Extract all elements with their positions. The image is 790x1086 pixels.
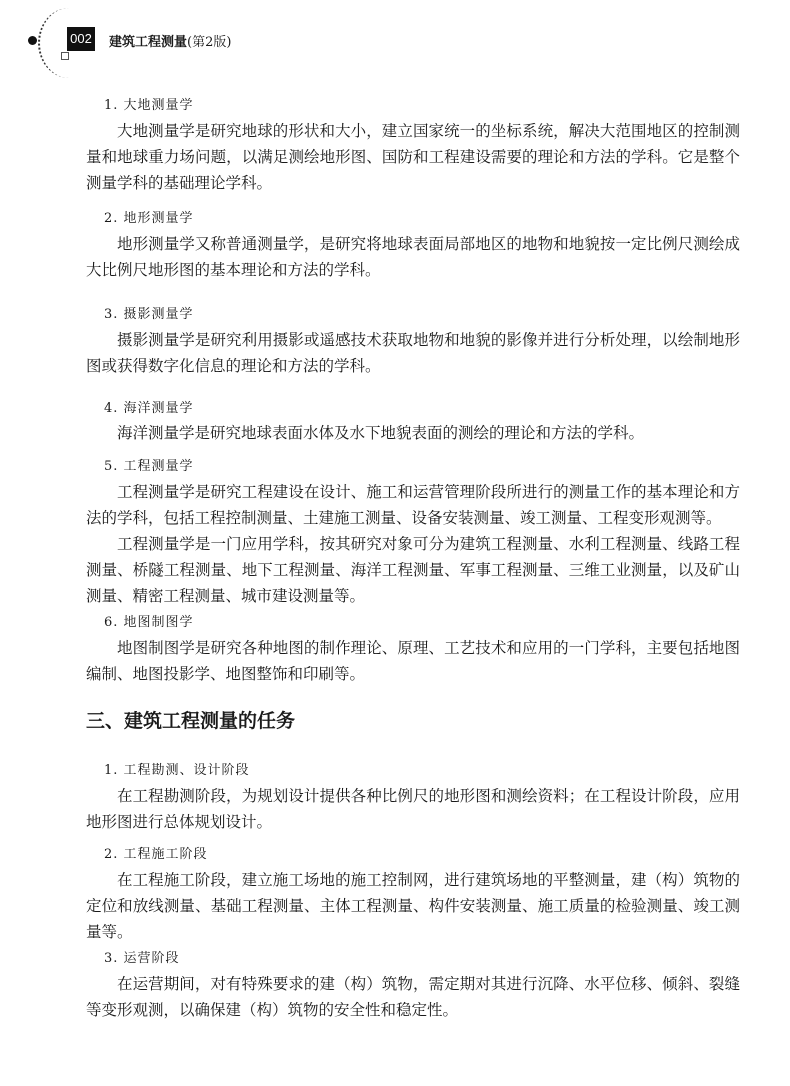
paragraph: 摄影测量学是研究利用摄影或遥感技术获取地物和地貌的影像并进行分析处理，以绘制地形图或获得数字化信息的理论和方法的学科。 <box>86 331 740 375</box>
subheading: 2. 地形测量学 <box>104 211 194 226</box>
subheading: 3. 摄影测量学 <box>104 307 194 322</box>
paragraph: 工程测量学是研究工程建设在设计、施工和运营管理阶段所进行的测量工作的基本理论和方法的学科，包括工程控制测量、土建施工测量、设备安装测量、竣工测量、工程变形观测等。 <box>86 483 740 527</box>
decorative-dot <box>28 36 37 45</box>
subheading: 1. 大地测量学 <box>104 98 194 113</box>
subheading: 1. 工程勘测、设计阶段 <box>104 763 250 778</box>
book-title: 建筑工程测量 <box>109 35 188 50</box>
paragraph: 地形测量学又称普通测量学，是研究将地球表面局部地区的地物和地貌按一定比例尺测绘成大比例尺地形图的基本理论和方法的学科。 <box>86 235 740 279</box>
paragraph: 海洋测量学是研究地球表面水体及水下地貌表面的测绘的理论和方法的学科。 <box>117 424 645 442</box>
edition: (第2版) <box>187 35 232 50</box>
paragraph: 在运营期间，对有特殊要求的建（构）筑物，需定期对其进行沉降、水平位移、倾斜、裂缝等变形观测，以确保建（构）筑物的安全性和稳定性。 <box>86 975 740 1019</box>
paragraph: 大地测量学是研究地球的形状和大小，建立国家统一的坐标系统，解决大范围地区的控制测量和地球重力场问题，以满足测绘地形图、国防和工程建设需要的理论和方法的学科。它是整个测量学科的基础理论学科。 <box>86 122 740 192</box>
subheading: 5. 工程测量学 <box>104 459 194 474</box>
subheading: 4. 海洋测量学 <box>104 401 194 416</box>
subheading: 3. 运营阶段 <box>104 951 180 966</box>
subheading: 6. 地图制图学 <box>104 615 194 630</box>
paragraph: 工程测量学是一门应用学科，按其研究对象可分为建筑工程测量、水利工程测量、线路工程测量、桥隧工程测量、地下工程测量、海洋工程测量、军事工程测量、三维工业测量，以及矿山测量、精密工程测量、城市建设测量等。 <box>86 535 740 605</box>
running-header <box>109 31 231 50</box>
page-number: 002 <box>67 27 95 51</box>
paragraph: 在工程勘测阶段，为规划设计提供各种比例尺的地形图和测绘资料；在工程设计阶段，应用地形图进行总体规划设计。 <box>86 787 740 831</box>
section-title: 三、建筑工程测量的任务 <box>86 710 296 732</box>
subheading: 2. 工程施工阶段 <box>104 847 208 862</box>
paragraph: 地图制图学是研究各种地图的制作理论、原理、工艺技术和应用的一门学科，主要包括地图编制、地图投影学、地图整饰和印刷等。 <box>86 639 740 683</box>
paragraph: 在工程施工阶段，建立施工场地的施工控制网，进行建筑场地的平整测量，建（构）筑物的定位和放线测量、基础工程测量、主体工程测量、构件安装测量、施工质量的检验测量、竣工测量等。 <box>86 871 740 941</box>
decorative-square <box>61 52 69 60</box>
